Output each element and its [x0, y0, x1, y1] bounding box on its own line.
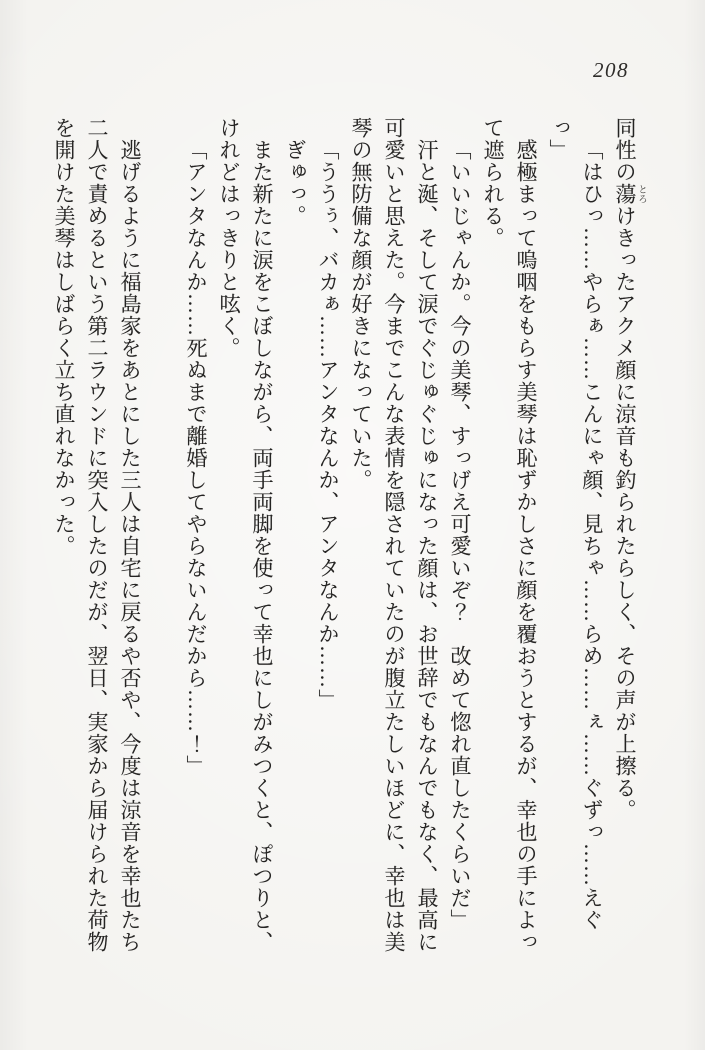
text-line-blank	[146, 117, 179, 957]
text-line: 「はひっ……やらぁ……こんにゃ顔、見ちゃ……らめ……ぇ……ぐずっ……えぐっ」	[547, 117, 604, 931]
text-line: けれどはっきりと呟く。	[217, 117, 241, 359]
text-line: て遮られる。	[481, 117, 505, 249]
text-line: 可愛いと思えた。今までこんな表情を隠されていたのが腹立たしいほどに、幸也は美	[382, 117, 406, 953]
text-line: 汗と涎、そして涙でぐじゅぐじゅになった顔は、お世辞でもなんでもなく、最高に	[415, 139, 439, 953]
text-line: を開けた美琴はしばらく立ち直れなかった。	[52, 117, 76, 557]
text-line: 同性の蕩 とろけきったアクメ顔に涼音も釣られたらしく、その声が上擦る。	[613, 117, 646, 821]
text-block	[47, 117, 646, 957]
page-number: 208	[593, 58, 629, 82]
text-line: 「アンタなんか……死ぬまで離婚してやらないんだから……！」	[184, 139, 208, 777]
text-line: 逃げるように福島家をあとにした三人は自宅に戻るや否や、今度は涼音を幸也たち	[118, 139, 142, 953]
text-line: ぎゅっ。	[283, 139, 307, 227]
text-line: 「ううぅ、バカぁ……アンタなんか、アンタなんか……」	[316, 139, 340, 711]
text-line: 二人で責めるという第二ラウンドに突入したのだが、翌日、実家から届けられた荷物	[85, 117, 109, 953]
text-line: 琴の無防備な顔が好きになっていた。	[349, 117, 373, 491]
text-line: また新たに涙をこぼしながら、両手両脚を使って幸也にしがみつくと、ぽつりと、	[250, 139, 274, 953]
text-line: 「いいじゃんか。今の美琴、すっげえ可愛いぞ？ 改めて惚れ直したくらいだ」	[448, 139, 472, 931]
text-line: 感極まって嗚咽をもらす美琴は恥ずかしさに顔を覆おうとするが、幸也の手によっ	[514, 139, 538, 953]
